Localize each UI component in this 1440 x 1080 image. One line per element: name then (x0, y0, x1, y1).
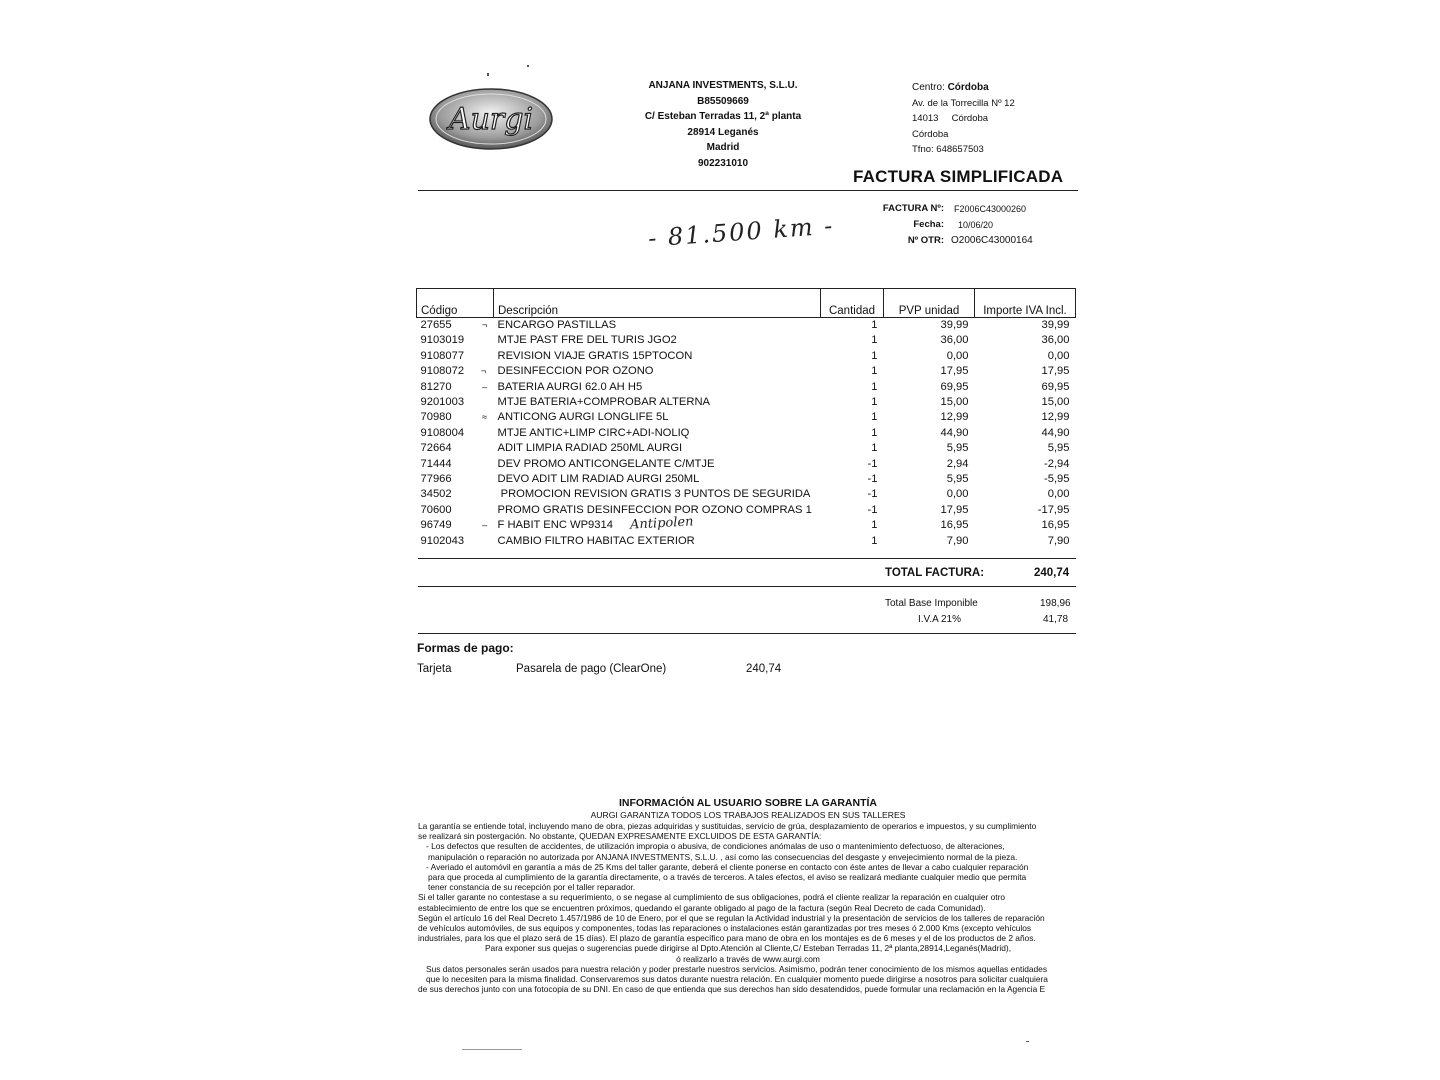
handwritten-check-mark: – (482, 381, 488, 392)
company-logo (428, 86, 554, 152)
cell-description (494, 318, 821, 334)
cell-code-text: 70600 (420, 503, 452, 516)
cell-quantity (821, 457, 884, 472)
cell-unit-price (884, 426, 975, 441)
warranty-paragraph: Para exponer sus quejas o sugerencias puede dirigirse al Dpto.Atención al Cliente,C/ Esteban Terradas 11, 2ª planta,28914,Leganés(Madrid), (484, 943, 1012, 954)
cell-description (494, 349, 821, 364)
warranty-paragraph: establecimiento de entre los que se encuentren próximos, quedando el garante obligado al pago de la factura (según Real Decreto de cada Comunidad). (418, 902, 986, 913)
company-cif: B85509669 (697, 95, 749, 107)
cell-quantity (821, 410, 884, 425)
cell-code (417, 441, 494, 456)
centro-city: Córdoba (951, 113, 989, 124)
warranty-subtitle: AURGI GARANTIZA TODOS LOS TRABAJOS REALIZADOS EN SUS TALLERES (590, 810, 906, 820)
cell-description-text: DEVO ADIT LIM RADIAD AURGI 250ML (497, 473, 700, 486)
cell-description-text: DEV PROMO ANTICONGELANTE C/MTJE (497, 457, 715, 470)
otr-label: Nº OTR: (907, 235, 944, 246)
privacy-paragraph: de sus derechos junto con una fotocopia de su DNI. En caso de que entienda que sus derechos han sido desatendidos, puede formular una reclamación en la Agencia E (418, 984, 1046, 995)
header-divider (418, 190, 1078, 191)
cell-code (417, 395, 494, 410)
warranty-paragraph: manipulación o reparación no autorizada por ANJANA INVESTMENTS, S.L.U. , así como las consecuencias del desgaste y envejecimiento normal de la pieza. (428, 851, 1018, 862)
header-descripcion: Descripción (494, 289, 821, 318)
cell-unit-price (884, 441, 975, 456)
scan-speck (1026, 1041, 1029, 1042)
cell-code (417, 487, 494, 502)
cell-unit-price (884, 534, 975, 549)
cell-quantity-text: -1 (867, 457, 878, 470)
cell-description (494, 503, 821, 518)
scan-speck (487, 73, 489, 76)
cell-code-text: 96749 (420, 519, 452, 532)
cell-code-text: 9102043 (420, 534, 465, 547)
cell-code-text: 27655 (420, 319, 452, 331)
cell-description-text: CAMBIO FILTRO HABITAC EXTERIOR (497, 534, 695, 547)
cell-unit-price-text: 17,95 (940, 365, 969, 378)
cell-quantity (821, 349, 884, 364)
cell-amount-text: 16,95 (1041, 519, 1070, 532)
cell-amount-text: 0,00 (1047, 488, 1070, 501)
cell-amount (975, 534, 1076, 549)
cell-unit-price (884, 364, 975, 379)
cell-amount (975, 441, 1076, 456)
invoice-date-label: Fecha: (913, 219, 944, 230)
cell-description-text: MTJE PAST FRE DEL TURIS JGO2 (497, 334, 677, 347)
table-row (417, 333, 1076, 348)
cell-unit-price (884, 380, 975, 395)
cell-quantity-text: 1 (871, 334, 878, 347)
cell-code (417, 518, 494, 533)
cell-quantity (821, 333, 884, 348)
table-row (417, 518, 1076, 533)
cell-unit-price (884, 333, 975, 348)
cell-description (494, 333, 821, 348)
cell-code (417, 410, 494, 425)
warranty-paragraph: La garantía se entiende total, incluyendo mano de obra, piezas adquiridas y sustituidas, servicio de grúa, desplazamiento de operarios e impuestos, y su cumplimiento (418, 821, 1037, 831)
cell-quantity-text: 1 (871, 519, 878, 532)
cell-code-text: 81270 (420, 380, 452, 393)
cell-amount-text: 7,90 (1047, 534, 1070, 547)
payment-gateway: Pasarela de pago (ClearOne) (516, 663, 667, 675)
invoice-number-label: FACTURA Nº: (882, 203, 944, 214)
company-info (600, 78, 846, 171)
cell-amount (975, 426, 1076, 441)
cell-quantity (821, 364, 884, 379)
cell-code (417, 457, 494, 472)
warranty-title: INFORMACIÓN AL USUARIO SOBRE LA GARANTÍA (618, 797, 878, 809)
warranty-paragraph: - Los defectos que resulten de accidentes, de utilización impropia o abusiva, de condiciones anómalas de uso o mantenimiento defectuoso, de alteraciones, (426, 841, 1005, 852)
warranty-paragraph: industriales, para los que el plazo será de 15 días). El plazo de garantía específico para mano de obra en los montajes es de 6 meses y el de los productos de 2 años. (418, 933, 1036, 944)
centro-address: Av. de la Torrecilla Nº 12 (912, 97, 1015, 109)
items-table (416, 288, 1076, 549)
iva-value: 41,78 (1043, 614, 1069, 625)
cell-code (417, 318, 494, 334)
cell-quantity-text: 1 (871, 380, 878, 393)
cell-description-text: ENCARGO PASTILLAS (497, 319, 617, 331)
cell-description (494, 534, 821, 549)
cell-amount (975, 364, 1076, 379)
table-row (417, 426, 1076, 441)
table-row (417, 503, 1076, 518)
cell-unit-price (884, 457, 975, 472)
cell-description-text: PROMOCION REVISION GRATIS 3 PUNTOS DE SEGURIDA (497, 488, 811, 501)
cell-description (494, 457, 821, 472)
cell-description-text: DESINFECCION POR OZONO (497, 365, 654, 378)
cell-code-text: 9103019 (420, 334, 465, 347)
cell-description-text: ANTICONG AURGI LONGLIFE 5L (497, 411, 669, 424)
total-divider (418, 586, 1076, 587)
logo-text: Aurgi (448, 102, 534, 137)
cell-code-text: 71444 (420, 457, 452, 470)
handwritten-km: - 81.500 km - (647, 211, 836, 253)
payment-title: Formas de pago: (417, 641, 514, 655)
centro-name: Córdoba (947, 82, 989, 93)
handwritten-check-mark: – (482, 520, 488, 531)
cell-unit-price-text: 39,99 (940, 319, 969, 331)
cell-unit-price-text: 16,95 (940, 519, 969, 532)
header-pvp: PVP unidad (884, 289, 975, 318)
table-row (417, 380, 1076, 395)
cell-amount (975, 518, 1076, 533)
invoice-number-value: F2006C43000260 (954, 204, 1027, 214)
cell-unit-price-text: 36,00 (940, 334, 969, 347)
summary-divider (418, 633, 1076, 634)
cell-quantity (821, 534, 884, 549)
table-bottom-divider (418, 558, 1076, 559)
cell-code-text: 70980 (420, 411, 452, 424)
handwritten-check-mark: ≈ (482, 412, 488, 423)
table-row (417, 457, 1076, 472)
cell-quantity (821, 503, 884, 518)
base-label: Total Base Imponible (885, 598, 978, 609)
centro-phone: Tfno: 648657503 (912, 144, 984, 155)
handwritten-check-mark: ¬ (481, 320, 488, 330)
warranty-paragraph: tener constancia de su recepción por el taller reparador. (428, 882, 636, 893)
handwritten-note: Antipolen (629, 514, 694, 533)
cell-unit-price-text: 15,00 (940, 396, 969, 409)
company-city: 28914 Leganés (687, 126, 759, 138)
cell-description (494, 441, 821, 456)
cell-amount (975, 472, 1076, 487)
cell-amount-text: 44,90 (1041, 426, 1070, 439)
cell-quantity-text: -1 (867, 488, 878, 501)
header-cantidad: Cantidad (821, 289, 884, 318)
table-row (417, 472, 1076, 487)
cell-description-text: MTJE BATERIA+COMPROBAR ALTERNA (497, 396, 710, 409)
cell-unit-price-text: 2,94 (946, 457, 969, 470)
cell-code-text: 9201003 (420, 396, 465, 409)
table-header-row (417, 289, 1076, 318)
otr-value: O2006C43000164 (951, 235, 1033, 246)
cell-amount (975, 333, 1076, 348)
cell-code-text: 9108077 (420, 349, 465, 362)
cell-amount-text: 17,95 (1041, 365, 1070, 378)
cell-quantity-text: 1 (871, 349, 878, 362)
scan-speck (462, 1049, 522, 1050)
cell-code (417, 333, 494, 348)
cell-amount (975, 380, 1076, 395)
cell-description-text: F HABIT ENC WP9314 (497, 519, 613, 532)
cell-amount-text: 0,00 (1047, 349, 1070, 362)
table-row (417, 441, 1076, 456)
cell-amount-text: -2,94 (1044, 457, 1070, 470)
invoice-date-value: 10/06/20 (958, 220, 994, 230)
cell-amount-text: 36,00 (1041, 334, 1070, 347)
cell-unit-price (884, 503, 975, 518)
cell-description (494, 487, 821, 502)
cell-amount-text: 15,00 (1041, 396, 1070, 409)
company-province: Madrid (706, 142, 740, 153)
privacy-paragraph: Sus datos personales serán usados para nuestra relación y poder prestarle nuestros servicios. Asimismo, podrán tener conocimiento de los mismos aquellas entidades (426, 963, 1048, 974)
company-address: C/ Esteban Terradas 11, 2ª planta (644, 111, 802, 122)
cell-unit-price-text: 7,90 (946, 534, 969, 547)
cell-description (494, 395, 821, 410)
cell-description-text: BATERIA AURGI 62.0 AH H5 (497, 380, 643, 393)
cell-quantity-text: 1 (871, 426, 878, 439)
warranty-info (418, 796, 1078, 994)
cell-amount-text: 69,95 (1041, 380, 1070, 393)
privacy-paragraph: que lo necesiten para la misma finalidad. Conservaremos sus datos durante nuestra relación. En cualquier momento puede dirigirse a nosotros para solicitar cualquiera (426, 974, 1048, 985)
cell-unit-price (884, 410, 975, 425)
cell-code (417, 380, 494, 395)
centro-info (912, 80, 1015, 158)
cell-code (417, 426, 494, 441)
cell-code-text: 34502 (420, 488, 452, 501)
cell-unit-price-text: 0,00 (946, 349, 969, 362)
cell-unit-price-text: 44,90 (940, 426, 969, 439)
company-name: ANJANA INVESTMENTS, S.L.U. (648, 80, 798, 91)
cell-amount (975, 457, 1076, 472)
cell-description (494, 426, 821, 441)
cell-unit-price (884, 518, 975, 533)
cell-code (417, 472, 494, 487)
cell-quantity (821, 472, 884, 487)
cell-description (494, 380, 821, 395)
cell-amount-text: 5,95 (1047, 442, 1070, 455)
cell-code-text: 9108004 (420, 426, 465, 439)
cell-amount (975, 349, 1076, 364)
table-row (417, 410, 1076, 425)
cell-description (494, 364, 821, 379)
cell-unit-price-text: 12,99 (940, 411, 969, 424)
cell-unit-price-text: 5,95 (946, 473, 969, 486)
cell-amount (975, 395, 1076, 410)
cell-quantity (821, 395, 884, 410)
cell-quantity-text: -1 (867, 503, 878, 516)
cell-quantity-text: 1 (871, 411, 878, 424)
cell-unit-price (884, 318, 975, 334)
cell-quantity-text: -1 (867, 473, 878, 486)
cell-amount (975, 410, 1076, 425)
header-importe: Importe IVA Incl. (975, 289, 1076, 318)
cell-quantity-text: 1 (871, 396, 878, 409)
cell-amount (975, 487, 1076, 502)
cell-unit-price-text: 17,95 (940, 503, 969, 516)
payment-amount: 240,74 (746, 663, 782, 675)
iva-label: I.V.A 21% (918, 614, 961, 625)
cell-amount-text: 12,99 (1041, 411, 1070, 424)
table-row (417, 534, 1076, 549)
cell-code-text: 77966 (420, 473, 452, 486)
cell-amount (975, 503, 1076, 518)
document-title: FACTURA SIMPLIFICADA (853, 167, 1064, 186)
cell-description-text: PROMO GRATIS DESINFECCION POR OZONO COMPRAS 1 (497, 503, 812, 516)
cell-unit-price (884, 395, 975, 410)
cell-amount (975, 318, 1076, 334)
warranty-paragraph: Según el artículo 16 del Real Decreto 1.457/1986 de 10 de Enero, por el que se regulan la Actividad industrial y la presentación de servicios de los talleres de reparación (418, 912, 1045, 923)
cell-quantity (821, 441, 884, 456)
warranty-paragraph: Si el taller garante no contestase a su requerimiento, o se negase al cumplimiento de sus obligaciones, podrá el cliente realizar la reparación en cualquier otro (418, 892, 1006, 903)
company-phone: 902231010 (697, 157, 749, 169)
warranty-paragraph: ó realizarlo a través de www.aurgi.com (676, 953, 820, 964)
cell-quantity (821, 318, 884, 334)
payment-method: Tarjeta (417, 663, 452, 675)
warranty-paragraph: para que proceda al cumplimiento de la garantía directamente, o a través de terceros. A tales efectos, el aviso se realizará mediante cualquier medio que permita (428, 872, 1027, 883)
header-codigo: Código (417, 289, 494, 318)
scan-speck (527, 65, 529, 67)
table-row (417, 395, 1076, 410)
cell-quantity (821, 487, 884, 502)
cell-code (417, 349, 494, 364)
base-value: 198,96 (1040, 598, 1071, 609)
cell-quantity (821, 426, 884, 441)
table-row (417, 349, 1076, 364)
handwritten-check-mark: ¬ (480, 366, 487, 377)
cell-code-text: 9108072 (420, 365, 465, 378)
total-value: 240,74 (1034, 567, 1070, 579)
cell-code (417, 534, 494, 549)
cell-description (494, 472, 821, 487)
cell-amount-text: -17,95 (1037, 503, 1070, 516)
table-row (417, 318, 1076, 334)
cell-quantity-text: 1 (871, 319, 878, 331)
cell-description-text: REVISION VIAJE GRATIS 15PTOCON (497, 349, 693, 362)
cell-amount-text: -5,95 (1044, 473, 1070, 486)
warranty-paragraph: de vehículos automóviles, de sus equipos y componentes, todas las reparaciones o instalaciones están garantizadas por tres meses ó 2.000 Kms (excepto vehículos (418, 923, 1032, 934)
cell-quantity-text: 1 (871, 442, 878, 455)
cell-description-text: ADIT LIMPIA RADIAD 250ML AURGI (497, 442, 683, 455)
cell-quantity (821, 380, 884, 395)
cell-unit-price-text: 5,95 (946, 442, 969, 455)
cell-unit-price (884, 472, 975, 487)
centro-postal: 14013 (912, 113, 939, 124)
cell-code (417, 503, 494, 518)
cell-unit-price (884, 487, 975, 502)
warranty-paragraph: - Averiado el automóvil en garantía a más de 25 Kms del taller garante, deberá el cliente ponerse en contacto con éste antes de llevar a cabo cualquier reparación (426, 861, 1029, 872)
centro-label: Centro: (912, 82, 945, 93)
cell-description (494, 410, 821, 425)
centro-province: Córdoba (912, 128, 949, 140)
cell-unit-price-text: 0,00 (946, 488, 969, 501)
cell-code (417, 364, 494, 379)
cell-quantity (821, 518, 884, 533)
cell-description (494, 518, 821, 533)
total-label: TOTAL FACTURA: (885, 567, 985, 579)
cell-amount-text: 39,99 (1041, 319, 1070, 331)
cell-description-text: MTJE ANTIC+LIMP CIRC+ADI-NOLIQ (497, 426, 690, 439)
cell-code-text: 72664 (420, 442, 452, 455)
cell-quantity-text: 1 (871, 365, 878, 378)
table-row (417, 364, 1076, 379)
warranty-paragraph: se realizará sin postergación. No obstante, QUEDAN EXPRESAMENTE EXCLUIDOS DE ESTA GARANTÍA: (418, 831, 822, 842)
cell-unit-price (884, 349, 975, 364)
table-row (417, 487, 1076, 502)
cell-unit-price-text: 69,95 (940, 380, 969, 393)
cell-quantity-text: 1 (871, 534, 878, 547)
